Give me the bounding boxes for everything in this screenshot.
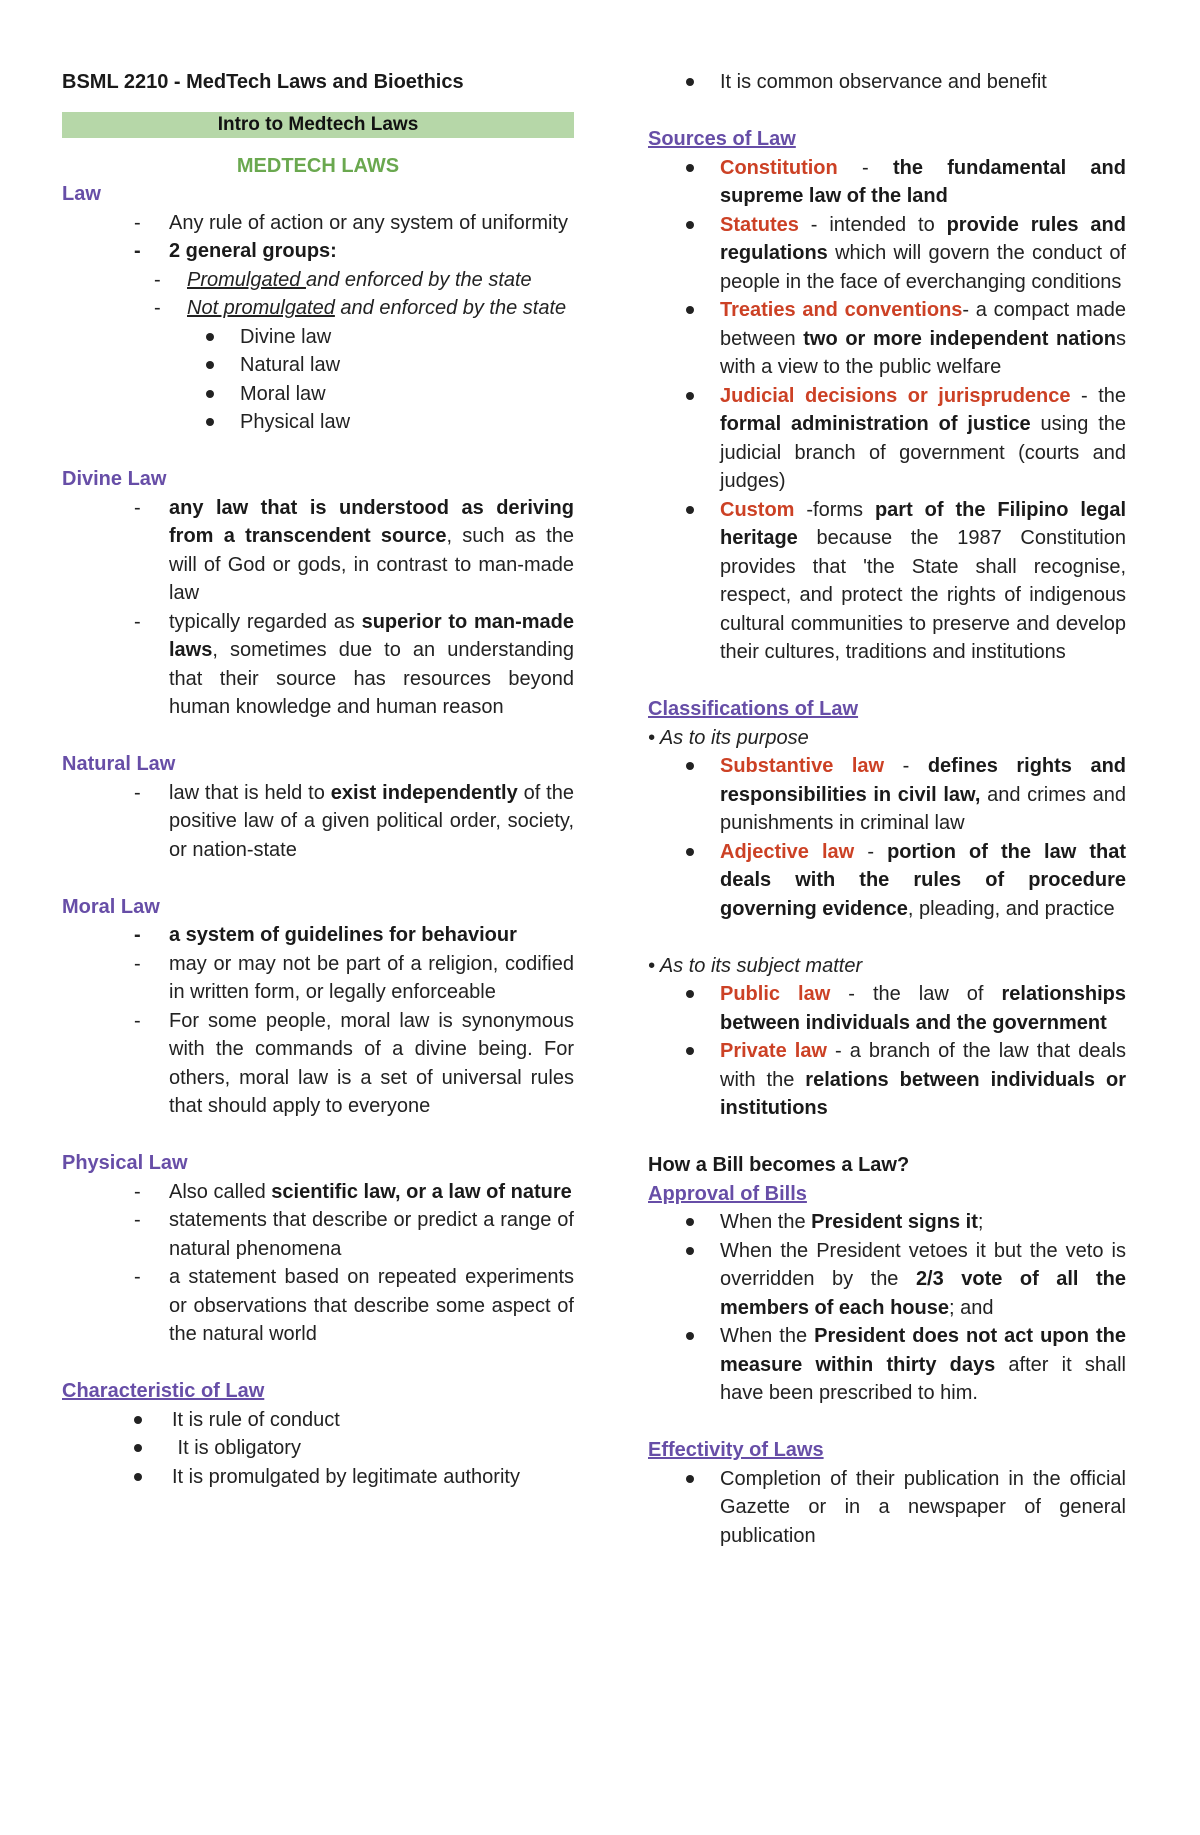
list-item: Moral law: [62, 380, 574, 409]
classifications-heading: Classifications of Law: [648, 698, 859, 720]
list-item: Natural law: [62, 351, 574, 380]
source-treaties: Treaties and conventions- a compact made between two or more independent nations with a view to the public welfare: [648, 296, 1126, 382]
right-column: [648, 68, 1126, 1550]
approval-item-1: When the President signs it;: [648, 1208, 1126, 1237]
characteristic-heading: Characteristic of Law: [62, 1380, 265, 1402]
list-item: It is common observance and benefit: [648, 68, 1126, 97]
section-banner: Intro to Medtech Laws: [62, 112, 574, 138]
purpose-label: • As to its purpose: [648, 726, 809, 749]
list-item: It is rule of conduct: [62, 1406, 574, 1435]
physical-law-p3: - a statement based on repeated experiments or observations that describe some aspect of the natural world: [62, 1263, 574, 1349]
physical-law-p2: - statements that describe or predict a range of natural phenomena: [62, 1206, 574, 1263]
divine-law-p1: - any law that is understood as deriving from a transcendent source, such as the will of God or gods, in contrast to man-made law: [62, 494, 574, 608]
medtech-laws-heading: MEDTECH LAWS: [236, 154, 400, 177]
class-substantive: Substantive law - defines rights and responsibilities in civil law, and crimes and punishments in criminal law: [648, 752, 1126, 838]
source-statutes: Statutes - intended to provide rules and regulations which will govern the conduct of people in the face of everchanging conditions: [648, 211, 1126, 297]
effectivity-heading: Effectivity of Laws: [648, 1439, 824, 1461]
class-public: Public law - the law of relationships between individuals and the government: [648, 980, 1126, 1037]
class-private: Private law - a branch of the law that deals with the relations between individuals or institutions: [648, 1037, 1126, 1123]
document-title: BSML 2210 - MedTech Laws and Bioethics: [62, 71, 464, 93]
list-item: Physical law: [62, 408, 574, 437]
bill-heading: How a Bill becomes a Law?: [648, 1154, 910, 1176]
divine-law-heading: Divine Law: [62, 468, 167, 490]
source-judicial: Judicial decisions or jurisprudence - the formal administration of justice using the judicial branch of government (courts and judges): [648, 382, 1126, 496]
approval-heading: Approval of Bills: [648, 1182, 807, 1205]
moral-law-p1: - a system of guidelines for behaviour: [62, 921, 574, 950]
list-item: It is obligatory: [62, 1434, 574, 1463]
moral-law-p3: - For some people, moral law is synonymous with the commands of a divine being. For others, moral law is a set of universal rules that should apply to everyone: [62, 1007, 574, 1121]
approval-item-3: When the President does not act upon the measure within thirty days after it shall have been prescribed to him.: [648, 1322, 1126, 1408]
list-item: Divine law: [62, 323, 574, 352]
sources-heading: Sources of Law: [648, 128, 796, 150]
physical-law-p1: - Also called scientific law, or a law of nature: [62, 1178, 574, 1207]
law-group-not-promulgated: - Not promulgated and enforced by the state: [62, 294, 574, 323]
physical-law-heading: Physical Law: [62, 1152, 188, 1174]
class-adjective: Adjective law - portion of the law that deals with the rules of procedure governing evidence, pleading, and practice: [648, 838, 1126, 924]
moral-law-p2: - may or may not be part of a religion, codified in written form, or legally enforceable: [62, 950, 574, 1007]
approval-item-2: When the President vetoes it but the veto is overridden by the 2/3 vote of all the members of each house; and: [648, 1237, 1126, 1323]
law-groups-label: - 2 general groups:: [62, 237, 574, 266]
natural-law-p1: - law that is held to exist independently of the positive law of a given political order, society, or nation-state: [62, 779, 574, 865]
list-item: It is promulgated by legitimate authority: [62, 1463, 574, 1492]
law-definition: - Any rule of action or any system of uniformity: [62, 209, 574, 238]
law-heading: Law: [62, 183, 101, 205]
effectivity-item: Completion of their publication in the official Gazette or in a newspaper of general publication: [648, 1465, 1126, 1551]
source-custom: Custom -forms part of the Filipino legal heritage because the 1987 Constitution provides that 'the State shall recognise, respect, and protect the rights of indigenous cultural communities to preserve and develop their cultures, traditions and institutions: [648, 496, 1126, 667]
natural-law-heading: Natural Law: [62, 753, 176, 775]
moral-law-heading: Moral Law: [62, 895, 160, 918]
subject-label: • As to its subject matter: [648, 954, 863, 977]
law-group-promulgated: - Promulgated and enforced by the state: [62, 266, 574, 295]
source-constitution: Constitution - the fundamental and supreme law of the land: [648, 154, 1126, 211]
left-column: [62, 68, 574, 1491]
divine-law-p2: - typically regarded as superior to man-made laws, sometimes due to an understanding that their source has resources beyond human knowledge and human reason: [62, 608, 574, 722]
